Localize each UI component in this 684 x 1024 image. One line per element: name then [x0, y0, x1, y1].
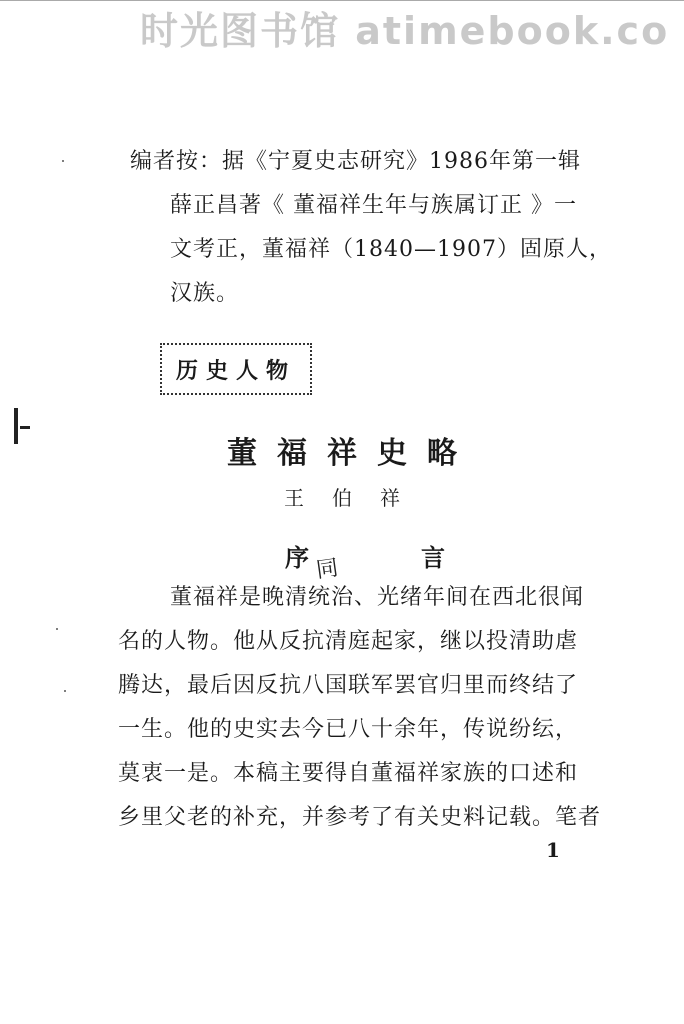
editor-note-line: 编者按：据《宁夏史志研究》1986年第一辑 — [130, 149, 581, 174]
scan-noise — [100, 920, 560, 922]
page-number: 1 — [546, 838, 560, 862]
scan-speck — [62, 160, 64, 162]
article-body — [118, 576, 608, 840]
editor-note-line: 文考正，董福祥（1840—1907）固原人， — [170, 237, 612, 262]
paragraph-line: 一生。他的史实去今已八十余年，传说纷纭， — [118, 717, 579, 742]
section-heading — [285, 538, 445, 573]
section-label-box — [160, 343, 312, 395]
watermark: 时光图书馆 atimebook.co — [140, 9, 670, 53]
scan-speck — [64, 690, 66, 692]
heading-right: 言 — [421, 544, 445, 572]
handwritten-annotation: 同 — [314, 555, 340, 584]
heading-left: 序 — [285, 544, 309, 572]
section-label: 历史人物 — [175, 358, 296, 384]
paragraph-line: 腾达，最后因反抗八国联军罢官归里而终结了 — [118, 673, 579, 698]
article-title: 董福祥史略 — [227, 436, 477, 471]
paragraph-line: 董福祥是晚清统治、光绪年间在西北很闻 — [170, 585, 585, 610]
editor-note-line: 汉族。 — [170, 281, 240, 306]
editor-note-line: 薛正昌著《 董福祥生年与族属订正 》一 — [170, 193, 577, 218]
article-author: 王伯祥 — [284, 486, 428, 510]
paragraph-line: 乡里父老的补充，并参考了有关史料记载。笔者 — [118, 805, 602, 830]
editor-note — [130, 140, 610, 316]
paragraph-line: 莫衷一是。本稿主要得自董福祥家族的口述和 — [118, 761, 579, 786]
page-top-edge — [0, 0, 684, 1]
paragraph-line: 名的人物。他从反抗清庭起家，继以投清助虐 — [118, 629, 579, 654]
scan-speck — [56, 628, 58, 630]
